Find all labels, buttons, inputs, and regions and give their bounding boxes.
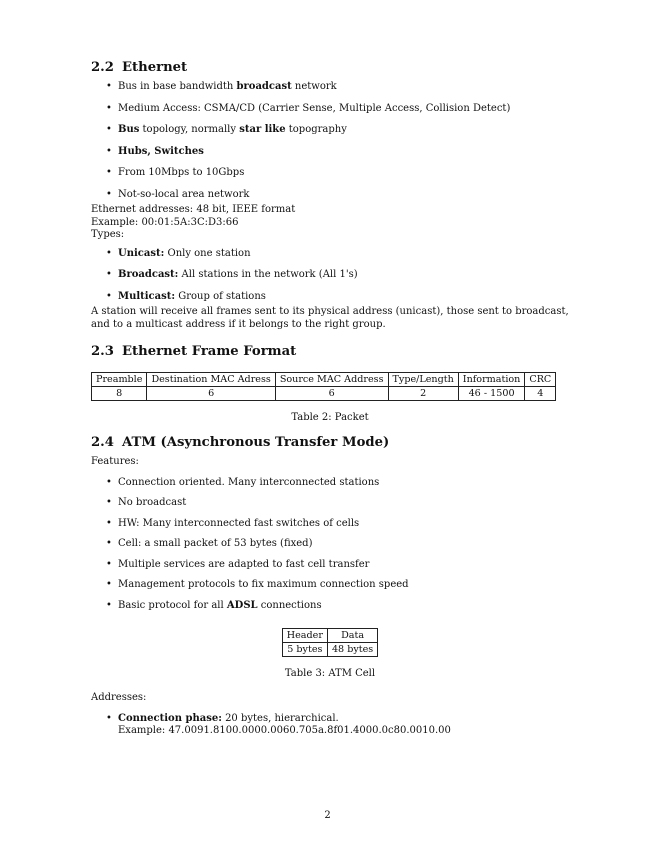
table-cell: 4 bbox=[525, 387, 556, 401]
list-item bbox=[91, 713, 569, 738]
text: HW: Many interconnected fast switches of cells bbox=[118, 517, 360, 529]
bullet-dot: • bbox=[106, 145, 112, 157]
bullet-dot: • bbox=[106, 599, 112, 611]
text: Group of stations bbox=[175, 290, 266, 302]
list-item bbox=[91, 477, 569, 490]
bold-text: broadcast bbox=[236, 81, 292, 92]
list-item bbox=[91, 497, 569, 510]
bullet-dot: • bbox=[106, 167, 112, 178]
bullet-dot: • bbox=[106, 102, 112, 114]
connection-phase-example: Example: 47.0091.8100.0000.0060.705a.8f01.4000.0c80.0010.00 bbox=[118, 725, 451, 736]
text: connections bbox=[257, 599, 322, 611]
ethernet-types-list bbox=[91, 248, 569, 304]
bullet-dot: • bbox=[106, 188, 112, 200]
bold-text: Unicast: bbox=[118, 247, 165, 259]
text: Multiple services are adapted to fast cell transfer bbox=[118, 558, 370, 570]
ethernet-addresses-line: Ethernet addresses: 48 bit, IEEE format bbox=[91, 204, 296, 215]
table-cell: 5 bytes bbox=[282, 643, 327, 657]
bullet-dot: • bbox=[106, 476, 112, 488]
text: Not-so-local area network bbox=[118, 188, 250, 200]
bullet-dot: • bbox=[106, 538, 112, 549]
atm-addresses-label: Addresses: bbox=[91, 692, 147, 703]
table-header-cell: Information bbox=[458, 373, 525, 387]
section-heading-frame-format bbox=[91, 344, 569, 359]
connection-phase-text: 20 bytes, hierarchical. bbox=[221, 712, 339, 724]
section-heading-atm bbox=[91, 435, 569, 450]
section-number: 2.4 bbox=[91, 435, 114, 450]
page-number: 2 bbox=[324, 810, 331, 821]
list-item bbox=[91, 81, 569, 94]
bullet-dot: • bbox=[106, 247, 112, 259]
list-item bbox=[91, 538, 569, 551]
page-content bbox=[91, 56, 569, 738]
section-title: Ethernet Frame Format bbox=[122, 344, 297, 359]
bullet-dot: • bbox=[106, 579, 112, 590]
ethernet-example-line: Example: 00:01:5A:3C:D3:66 bbox=[91, 216, 239, 228]
text: Medium Access: CSMA/CD (Carrier Sense, Multiple Access, Collision Detect) bbox=[118, 102, 511, 114]
list-item bbox=[91, 167, 569, 180]
connection-phase-label: Connection phase: bbox=[118, 712, 222, 724]
bullet-dot: • bbox=[106, 497, 112, 508]
bullet-dot: • bbox=[106, 712, 112, 724]
list-item bbox=[91, 269, 569, 282]
packet-table bbox=[91, 372, 556, 401]
list-item bbox=[91, 146, 569, 159]
text: Bus in base bandwidth bbox=[118, 81, 237, 92]
section-title: ATM (Asynchronous Transfer Mode) bbox=[122, 435, 390, 450]
text: network bbox=[291, 81, 337, 92]
section-title: Ethernet bbox=[122, 60, 188, 75]
bullet-dot: • bbox=[106, 81, 112, 92]
table-header-cell: Destination MAC Adress bbox=[147, 373, 275, 387]
atm-cell-table-wrap bbox=[91, 626, 569, 657]
section-heading-ethernet bbox=[91, 60, 569, 75]
bullet-dot: • bbox=[106, 558, 112, 570]
text: Basic protocol for all bbox=[118, 599, 227, 611]
packet-table-value-row bbox=[92, 387, 556, 401]
section-number: 2.2 bbox=[91, 60, 114, 75]
bold-text: Hubs, Switches bbox=[118, 145, 204, 157]
bullet-dot: • bbox=[106, 269, 112, 280]
text: Connection oriented. Many interconnected stations bbox=[118, 476, 380, 488]
text: Management protocols to fix maximum connection speed bbox=[118, 579, 409, 590]
bold-text: Multicast: bbox=[118, 290, 176, 302]
list-item bbox=[91, 248, 569, 261]
atm-features-label: Features: bbox=[91, 456, 139, 467]
list-item bbox=[91, 124, 569, 137]
list-item bbox=[91, 518, 569, 531]
text: All stations in the network (All 1's) bbox=[178, 269, 358, 280]
list-item bbox=[91, 559, 569, 572]
bullet-dot: • bbox=[106, 124, 112, 135]
text: From 10Mbps to 10Gbps bbox=[118, 167, 245, 178]
ethernet-paragraph: A station will receive all frames sent to its physical address (unicast), those sent to broadcast, and to a multicast address if it belongs to the right group. bbox=[91, 306, 569, 330]
packet-table-caption: Table 2: Packet bbox=[291, 412, 369, 423]
bullet-dot: • bbox=[106, 290, 112, 302]
text: topology, normally bbox=[139, 124, 240, 135]
table-cell: 6 bbox=[147, 387, 275, 401]
atm-cell-table-header-row bbox=[282, 629, 377, 643]
bold-text: Bus bbox=[118, 124, 140, 135]
table-header-cell: Type/Length bbox=[388, 373, 458, 387]
table-cell: 2 bbox=[388, 387, 458, 401]
atm-addresses-list bbox=[91, 713, 569, 738]
bold-text: star like bbox=[239, 124, 286, 135]
text: No broadcast bbox=[118, 497, 187, 508]
bold-text: ADSL bbox=[226, 599, 258, 611]
list-item bbox=[91, 579, 569, 592]
text: Cell: a small packet of 53 bytes (fixed) bbox=[118, 538, 313, 549]
table-cell: 8 bbox=[92, 387, 147, 401]
atm-cell-table-value-row bbox=[282, 643, 377, 657]
atm-cell-table bbox=[282, 628, 378, 657]
table-header-cell: Header bbox=[282, 629, 327, 643]
ethernet-types-label: Types: bbox=[91, 229, 125, 240]
packet-table-header-row bbox=[92, 373, 556, 387]
table-header-cell: Source MAC Address bbox=[275, 373, 388, 387]
ethernet-bullet-list bbox=[91, 81, 569, 201]
list-item bbox=[91, 189, 569, 202]
section-number: 2.3 bbox=[91, 344, 114, 359]
bullet-dot: • bbox=[106, 517, 112, 529]
table-cell: 48 bytes bbox=[327, 643, 377, 657]
table-cell: 46 - 1500 bbox=[458, 387, 525, 401]
atm-bullet-list bbox=[91, 477, 569, 613]
list-item bbox=[91, 600, 569, 613]
text: topography bbox=[285, 124, 347, 135]
text: Only one station bbox=[164, 247, 251, 259]
atm-cell-table-caption: Table 3: ATM Cell bbox=[284, 668, 376, 679]
list-item bbox=[91, 103, 569, 116]
list-item bbox=[91, 291, 569, 304]
table-header-cell: CRC bbox=[525, 373, 556, 387]
table-header-cell: Data bbox=[327, 629, 377, 643]
table-header-cell: Preamble bbox=[92, 373, 147, 387]
table-cell: 6 bbox=[275, 387, 388, 401]
bold-text: Broadcast: bbox=[118, 269, 179, 280]
